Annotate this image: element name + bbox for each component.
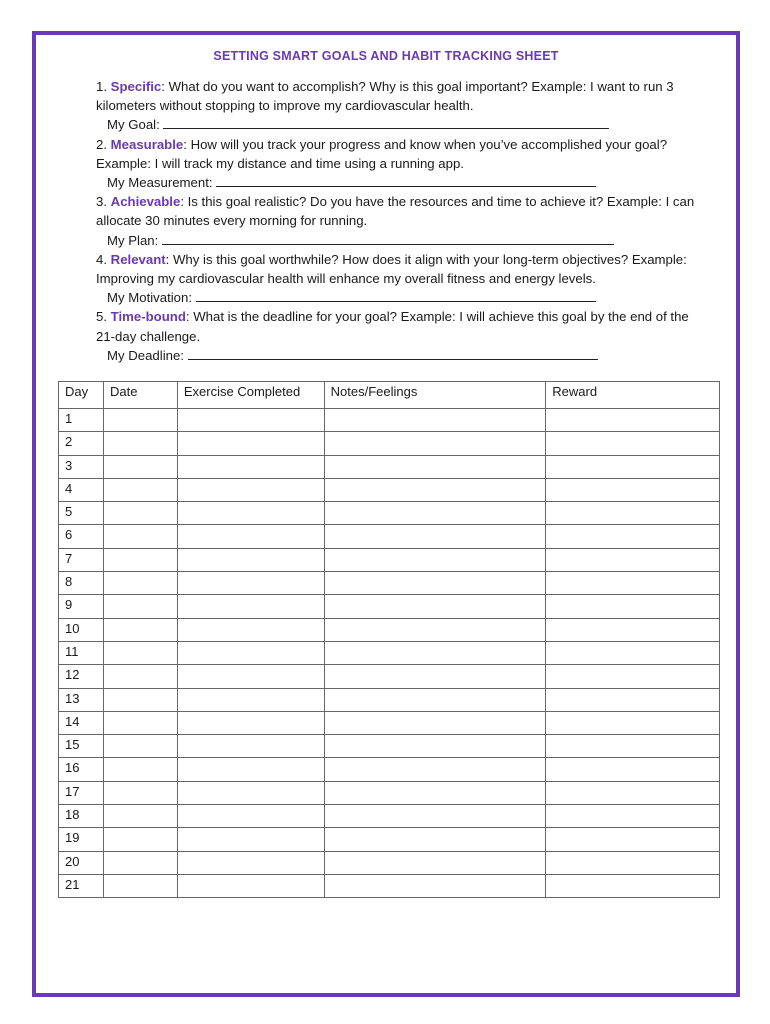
exercise-cell[interactable] bbox=[177, 851, 324, 874]
notes-cell[interactable] bbox=[324, 502, 546, 525]
deadline-answer-row bbox=[96, 346, 696, 365]
table-body bbox=[59, 409, 720, 898]
table-row bbox=[59, 805, 720, 828]
plan-label: My Plan: bbox=[107, 232, 159, 248]
day-cell: 4 bbox=[59, 478, 104, 501]
reward-cell[interactable] bbox=[546, 595, 720, 618]
day-cell: 21 bbox=[59, 874, 104, 897]
notes-cell[interactable] bbox=[324, 478, 546, 501]
notes-cell[interactable] bbox=[324, 455, 546, 478]
reward-cell[interactable] bbox=[546, 688, 720, 711]
measurement-answer-row bbox=[96, 173, 696, 192]
table-row bbox=[59, 548, 720, 571]
table-row bbox=[59, 735, 720, 758]
date-cell[interactable] bbox=[103, 735, 177, 758]
day-cell: 17 bbox=[59, 781, 104, 804]
reward-cell[interactable] bbox=[546, 502, 720, 525]
header-reward: Reward bbox=[546, 382, 720, 409]
table-row bbox=[59, 758, 720, 781]
reward-cell[interactable] bbox=[546, 758, 720, 781]
day-cell: 10 bbox=[59, 618, 104, 641]
exercise-cell[interactable] bbox=[177, 548, 324, 571]
day-cell: 3 bbox=[59, 455, 104, 478]
reward-cell[interactable] bbox=[546, 548, 720, 571]
exercise-cell[interactable] bbox=[177, 735, 324, 758]
measurement-answer-line[interactable] bbox=[216, 174, 596, 187]
exercise-cell[interactable] bbox=[177, 525, 324, 548]
table-row bbox=[59, 478, 720, 501]
table-row bbox=[59, 572, 720, 595]
date-cell[interactable] bbox=[103, 828, 177, 851]
reward-cell[interactable] bbox=[546, 641, 720, 664]
measurement-label: My Measurement: bbox=[107, 175, 213, 191]
table-row bbox=[59, 595, 720, 618]
day-cell: 15 bbox=[59, 735, 104, 758]
notes-cell[interactable] bbox=[324, 595, 546, 618]
date-cell[interactable] bbox=[103, 851, 177, 874]
exercise-cell[interactable] bbox=[177, 409, 324, 432]
table-row bbox=[59, 781, 720, 804]
date-cell[interactable] bbox=[103, 805, 177, 828]
keyword-time-bound: Time-bound bbox=[110, 309, 186, 325]
exercise-cell[interactable] bbox=[177, 781, 324, 804]
keyword-achievable: Achievable bbox=[110, 194, 181, 210]
date-cell[interactable] bbox=[103, 874, 177, 897]
reward-cell[interactable] bbox=[546, 711, 720, 734]
day-cell: 11 bbox=[59, 641, 104, 664]
day-cell: 8 bbox=[59, 572, 104, 595]
exercise-cell[interactable] bbox=[177, 758, 324, 781]
notes-cell[interactable] bbox=[324, 828, 546, 851]
day-cell: 18 bbox=[59, 805, 104, 828]
date-cell[interactable] bbox=[103, 618, 177, 641]
reward-cell[interactable] bbox=[546, 525, 720, 548]
day-cell: 2 bbox=[59, 432, 104, 455]
reward-cell[interactable] bbox=[546, 432, 720, 455]
goal-answer-line[interactable] bbox=[163, 116, 609, 129]
goal-label: My Goal: bbox=[107, 117, 160, 133]
plan-answer-row bbox=[96, 231, 696, 250]
table-row bbox=[59, 455, 720, 478]
notes-cell[interactable] bbox=[324, 618, 546, 641]
date-cell[interactable] bbox=[103, 641, 177, 664]
reward-cell[interactable] bbox=[546, 455, 720, 478]
reward-cell[interactable] bbox=[546, 665, 720, 688]
notes-cell[interactable] bbox=[324, 735, 546, 758]
motivation-answer-row bbox=[96, 288, 696, 307]
notes-cell[interactable] bbox=[324, 874, 546, 897]
date-cell[interactable] bbox=[103, 525, 177, 548]
prompt-achievable: 3. Achievable: Is this goal realistic? Do you have the resources and time to achieve it? Example: I can allocate 30 minutes every morning for running. bbox=[96, 194, 695, 229]
day-cell: 19 bbox=[59, 828, 104, 851]
date-cell[interactable] bbox=[103, 665, 177, 688]
notes-cell[interactable] bbox=[324, 711, 546, 734]
exercise-cell[interactable] bbox=[177, 455, 324, 478]
reward-cell[interactable] bbox=[546, 735, 720, 758]
exercise-cell[interactable] bbox=[177, 595, 324, 618]
exercise-cell[interactable] bbox=[177, 874, 324, 897]
notes-cell[interactable] bbox=[324, 805, 546, 828]
reward-cell[interactable] bbox=[546, 851, 720, 874]
date-cell[interactable] bbox=[103, 595, 177, 618]
habit-tracking-table bbox=[58, 381, 720, 898]
exercise-cell[interactable] bbox=[177, 711, 324, 734]
keyword-specific: Specific bbox=[110, 79, 162, 94]
table-row bbox=[59, 665, 720, 688]
table-header-row bbox=[59, 382, 720, 409]
day-cell: 20 bbox=[59, 851, 104, 874]
day-cell: 7 bbox=[59, 548, 104, 571]
prompt-measurable: 2. Measurable: How will you track your progress and know when you’ve accomplished your goal? Example: I will track my distance and time using a running app. bbox=[96, 136, 668, 171]
motivation-label: My Motivation: bbox=[107, 290, 193, 306]
date-cell[interactable] bbox=[103, 781, 177, 804]
reward-cell[interactable] bbox=[546, 805, 720, 828]
reward-cell[interactable] bbox=[546, 618, 720, 641]
header-exercise-completed: Exercise Completed bbox=[177, 382, 324, 409]
table-row bbox=[59, 874, 720, 897]
exercise-cell[interactable] bbox=[177, 665, 324, 688]
table-row bbox=[59, 828, 720, 851]
notes-cell[interactable] bbox=[324, 548, 546, 571]
table-row bbox=[59, 502, 720, 525]
notes-cell[interactable] bbox=[324, 572, 546, 595]
notes-cell[interactable] bbox=[324, 432, 546, 455]
table-row bbox=[59, 618, 720, 641]
day-cell: 6 bbox=[59, 525, 104, 548]
deadline-answer-line[interactable] bbox=[188, 347, 598, 360]
reward-cell[interactable] bbox=[546, 828, 720, 851]
date-cell[interactable] bbox=[103, 548, 177, 571]
notes-cell[interactable] bbox=[324, 641, 546, 664]
notes-cell[interactable] bbox=[324, 758, 546, 781]
exercise-cell[interactable] bbox=[177, 828, 324, 851]
reward-cell[interactable] bbox=[546, 874, 720, 897]
exercise-cell[interactable] bbox=[177, 688, 324, 711]
header-day: Day bbox=[59, 382, 104, 409]
date-cell[interactable] bbox=[103, 711, 177, 734]
prompt-specific: 1. Specific: What do you want to accomplish? Why is this goal important? Example: I want to run 3 kilometers without stopping to improve my cardiovascular health. bbox=[96, 79, 674, 114]
keyword-relevant: Relevant bbox=[110, 251, 166, 267]
smart-prompts bbox=[96, 77, 696, 365]
keyword-measurable: Measurable bbox=[110, 136, 184, 152]
day-cell: 16 bbox=[59, 758, 104, 781]
exercise-cell[interactable] bbox=[177, 502, 324, 525]
exercise-cell[interactable] bbox=[177, 432, 324, 455]
table-row bbox=[59, 688, 720, 711]
reward-cell[interactable] bbox=[546, 572, 720, 595]
date-cell[interactable] bbox=[103, 409, 177, 432]
table-row bbox=[59, 432, 720, 455]
date-cell[interactable] bbox=[103, 478, 177, 501]
reward-cell[interactable] bbox=[546, 781, 720, 804]
exercise-cell[interactable] bbox=[177, 618, 324, 641]
date-cell[interactable] bbox=[103, 758, 177, 781]
day-cell: 1 bbox=[59, 409, 104, 432]
table-row bbox=[59, 711, 720, 734]
table-row bbox=[59, 851, 720, 874]
notes-cell[interactable] bbox=[324, 409, 546, 432]
date-cell[interactable] bbox=[103, 688, 177, 711]
date-cell[interactable] bbox=[103, 502, 177, 525]
table-row bbox=[59, 641, 720, 664]
notes-cell[interactable] bbox=[324, 781, 546, 804]
reward-cell[interactable] bbox=[546, 478, 720, 501]
prompt-time-bound: 5. Time-bound: What is the deadline for your goal? Example: I will achieve this goal by the end of the 21-day challenge. bbox=[96, 309, 689, 344]
date-cell[interactable] bbox=[103, 455, 177, 478]
page-title: SETTING SMART GOALS AND HABIT TRACKING SHEET bbox=[213, 49, 559, 63]
notes-cell[interactable] bbox=[324, 688, 546, 711]
plan-answer-line[interactable] bbox=[162, 232, 614, 245]
header-date: Date bbox=[103, 382, 177, 409]
exercise-cell[interactable] bbox=[177, 478, 324, 501]
prompt-relevant: 4. Relevant: Why is this goal worthwhile? How does it align with your long-term objectives? Example: Improving my cardiovascular health will enhance my overall fitness and energy levels. bbox=[96, 251, 687, 287]
notes-cell[interactable] bbox=[324, 851, 546, 874]
day-cell: 5 bbox=[59, 502, 104, 525]
deadline-label: My Deadline: bbox=[107, 347, 184, 363]
day-cell: 9 bbox=[59, 595, 104, 618]
page-border bbox=[32, 31, 740, 997]
exercise-cell[interactable] bbox=[177, 805, 324, 828]
day-cell: 12 bbox=[59, 665, 104, 688]
notes-cell[interactable] bbox=[324, 665, 546, 688]
header-notes-feelings: Notes/Feelings bbox=[324, 382, 546, 409]
reward-cell[interactable] bbox=[546, 409, 720, 432]
exercise-cell[interactable] bbox=[177, 641, 324, 664]
goal-answer-row bbox=[96, 115, 696, 134]
day-cell: 14 bbox=[59, 711, 104, 734]
day-cell: 13 bbox=[59, 688, 104, 711]
table-row bbox=[59, 409, 720, 432]
date-cell[interactable] bbox=[103, 432, 177, 455]
notes-cell[interactable] bbox=[324, 525, 546, 548]
date-cell[interactable] bbox=[103, 572, 177, 595]
exercise-cell[interactable] bbox=[177, 572, 324, 595]
table-row bbox=[59, 525, 720, 548]
motivation-answer-line[interactable] bbox=[196, 289, 596, 302]
